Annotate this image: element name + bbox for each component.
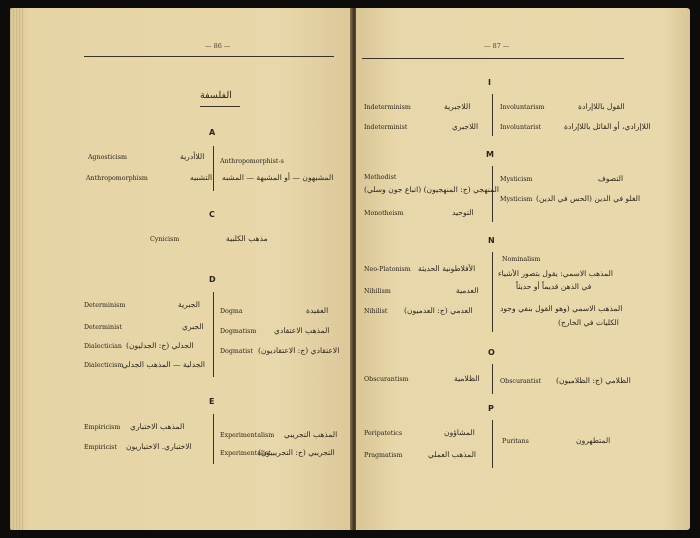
title-underline [200,106,240,107]
entry-ar: التجريبي (ج: التجريبيون) [258,448,335,457]
entry-en: Dogmatism [220,328,257,335]
entry-ar: مذهب الكلبية [226,234,268,243]
entry-ar: التصوف [598,174,624,183]
header-rule [84,56,334,57]
section-letter: M [486,150,494,159]
entry-en: Nihilist [364,308,388,315]
section-letter: I [488,78,491,87]
section-letter: P [488,404,494,413]
section-letter: C [209,210,215,219]
entry-ar: المذهب الاعتقادي [274,326,330,335]
column-divider [492,364,493,394]
column-divider [492,166,493,222]
entry-en: Nihilism [364,288,391,295]
entry-ar: اللاأدرية [180,152,205,161]
entry-en: Indeterminism [364,104,411,111]
entry-ar: الجبري [182,322,204,331]
entry-en: Monotheism [364,210,404,217]
entry-ar: الجدلية — المذهب الجدلي [122,360,206,369]
entry-en: Anthropomorphism [86,175,148,182]
entry-ar: الظلامي (ج: الظلاميون) [556,376,631,385]
entry-en: Puritans [502,438,529,445]
entry-en: Involuntarism [500,104,545,111]
entry-en: Experimentalist [220,450,271,457]
entry-ar: العدمي (ج: العدميون) [404,306,473,315]
entry-en: Dialectician [84,343,122,350]
entry-en: Determinist [84,324,122,331]
page-edge-stack [10,8,24,530]
page-title: الفلسفة [200,90,232,101]
entry-en: Dogmatist [220,348,253,355]
section-letter: O [488,348,495,357]
entry-en: Anthropomorphist-s [220,158,284,165]
entry-en: Obscurantism [364,376,409,383]
entry-en: Dialecticism [84,362,124,369]
entry-ar: المذهب الاختباري [130,422,185,431]
entry-ar: الغلو في الدين (الحس في الدين) [536,194,641,203]
entry-en: Determinism [84,302,126,309]
entry-ar: الاعتقادي (ج: الاعتقاديون) [258,346,340,355]
section-letter: A [209,128,216,137]
section-letter: D [209,275,216,284]
page-number: — 86 — [205,42,231,50]
column-divider [213,146,214,191]
entry-ar: الجدلي (ج: الجدليون) [126,341,194,350]
entry-ar: العدمية [456,286,479,295]
header-rule [362,58,624,59]
entry-ar: المنهجي (ج: المنهجيون) (اتباع جون وسلي) [364,185,499,194]
column-divider [213,292,214,377]
entry-en: Neo-Platonism [364,266,411,273]
entry-en: Obscurantist [500,378,542,385]
entry-ar: في الذهن قديماً أو حديثاً [516,282,592,291]
entry-ar: المشاؤون [444,428,475,437]
entry-ar: اللاجبرية [444,102,471,111]
entry-ar: الظلامية [454,374,480,383]
entry-ar: المذهب الاسمي: يقول بتصور الأشياء [498,269,613,278]
entry-ar: المتطهرون [576,436,611,445]
entry-ar: القول باللاإرادة [578,102,625,111]
entry-ar: المذهب التجريبي [284,430,338,439]
entry-en: Empiricist [84,444,117,451]
entry-en: Methodist [364,174,397,181]
entry-ar: اللاإرادي، أو القائل باللاإرادة [564,122,651,131]
entry-ar: الجبرية [178,300,200,309]
entry-ar: المشبهون — أو المشبهة — المشبه [222,173,334,182]
entry-ar: التوحيد [452,208,474,217]
entry-en: Peripatetics [364,430,403,437]
entry-en: Mysticism [500,176,533,183]
entry-ar: اللاجبري [452,122,479,131]
column-divider [492,420,493,468]
entry-en: Nominalism [502,256,541,263]
entry-en: Empiricism [84,424,121,431]
column-divider [213,414,214,464]
entry-en: Agnosticism [88,154,127,161]
entry-en: Experimentalism [220,432,275,439]
entry-en: Mysticism [500,196,533,203]
section-letter: E [209,397,215,406]
column-divider [492,94,493,136]
entry-ar: المذهب الاسمي (وهو القول بنفي وجود [500,304,623,313]
entry-en: Indeterminist [364,124,408,131]
section-letter: N [488,236,495,245]
entry-en: Involuntarist [500,124,542,131]
entry-ar: الكليات في الخارج) [558,318,619,327]
entry-ar: المذهب العملي [428,450,476,459]
entry-ar: العقيدة [306,306,329,315]
entry-en: Dogma [220,308,243,315]
entry-en: Pragmatism [364,452,403,459]
entry-ar: التشبيه [190,173,213,182]
entry-ar: الاختباري. الاختباريون [126,442,192,451]
entry-ar: الأفلاطونية الحديثة [418,264,476,273]
entry-en: Cynicism [150,236,180,243]
column-divider [492,252,493,332]
page-number: — 87 — [484,42,510,50]
